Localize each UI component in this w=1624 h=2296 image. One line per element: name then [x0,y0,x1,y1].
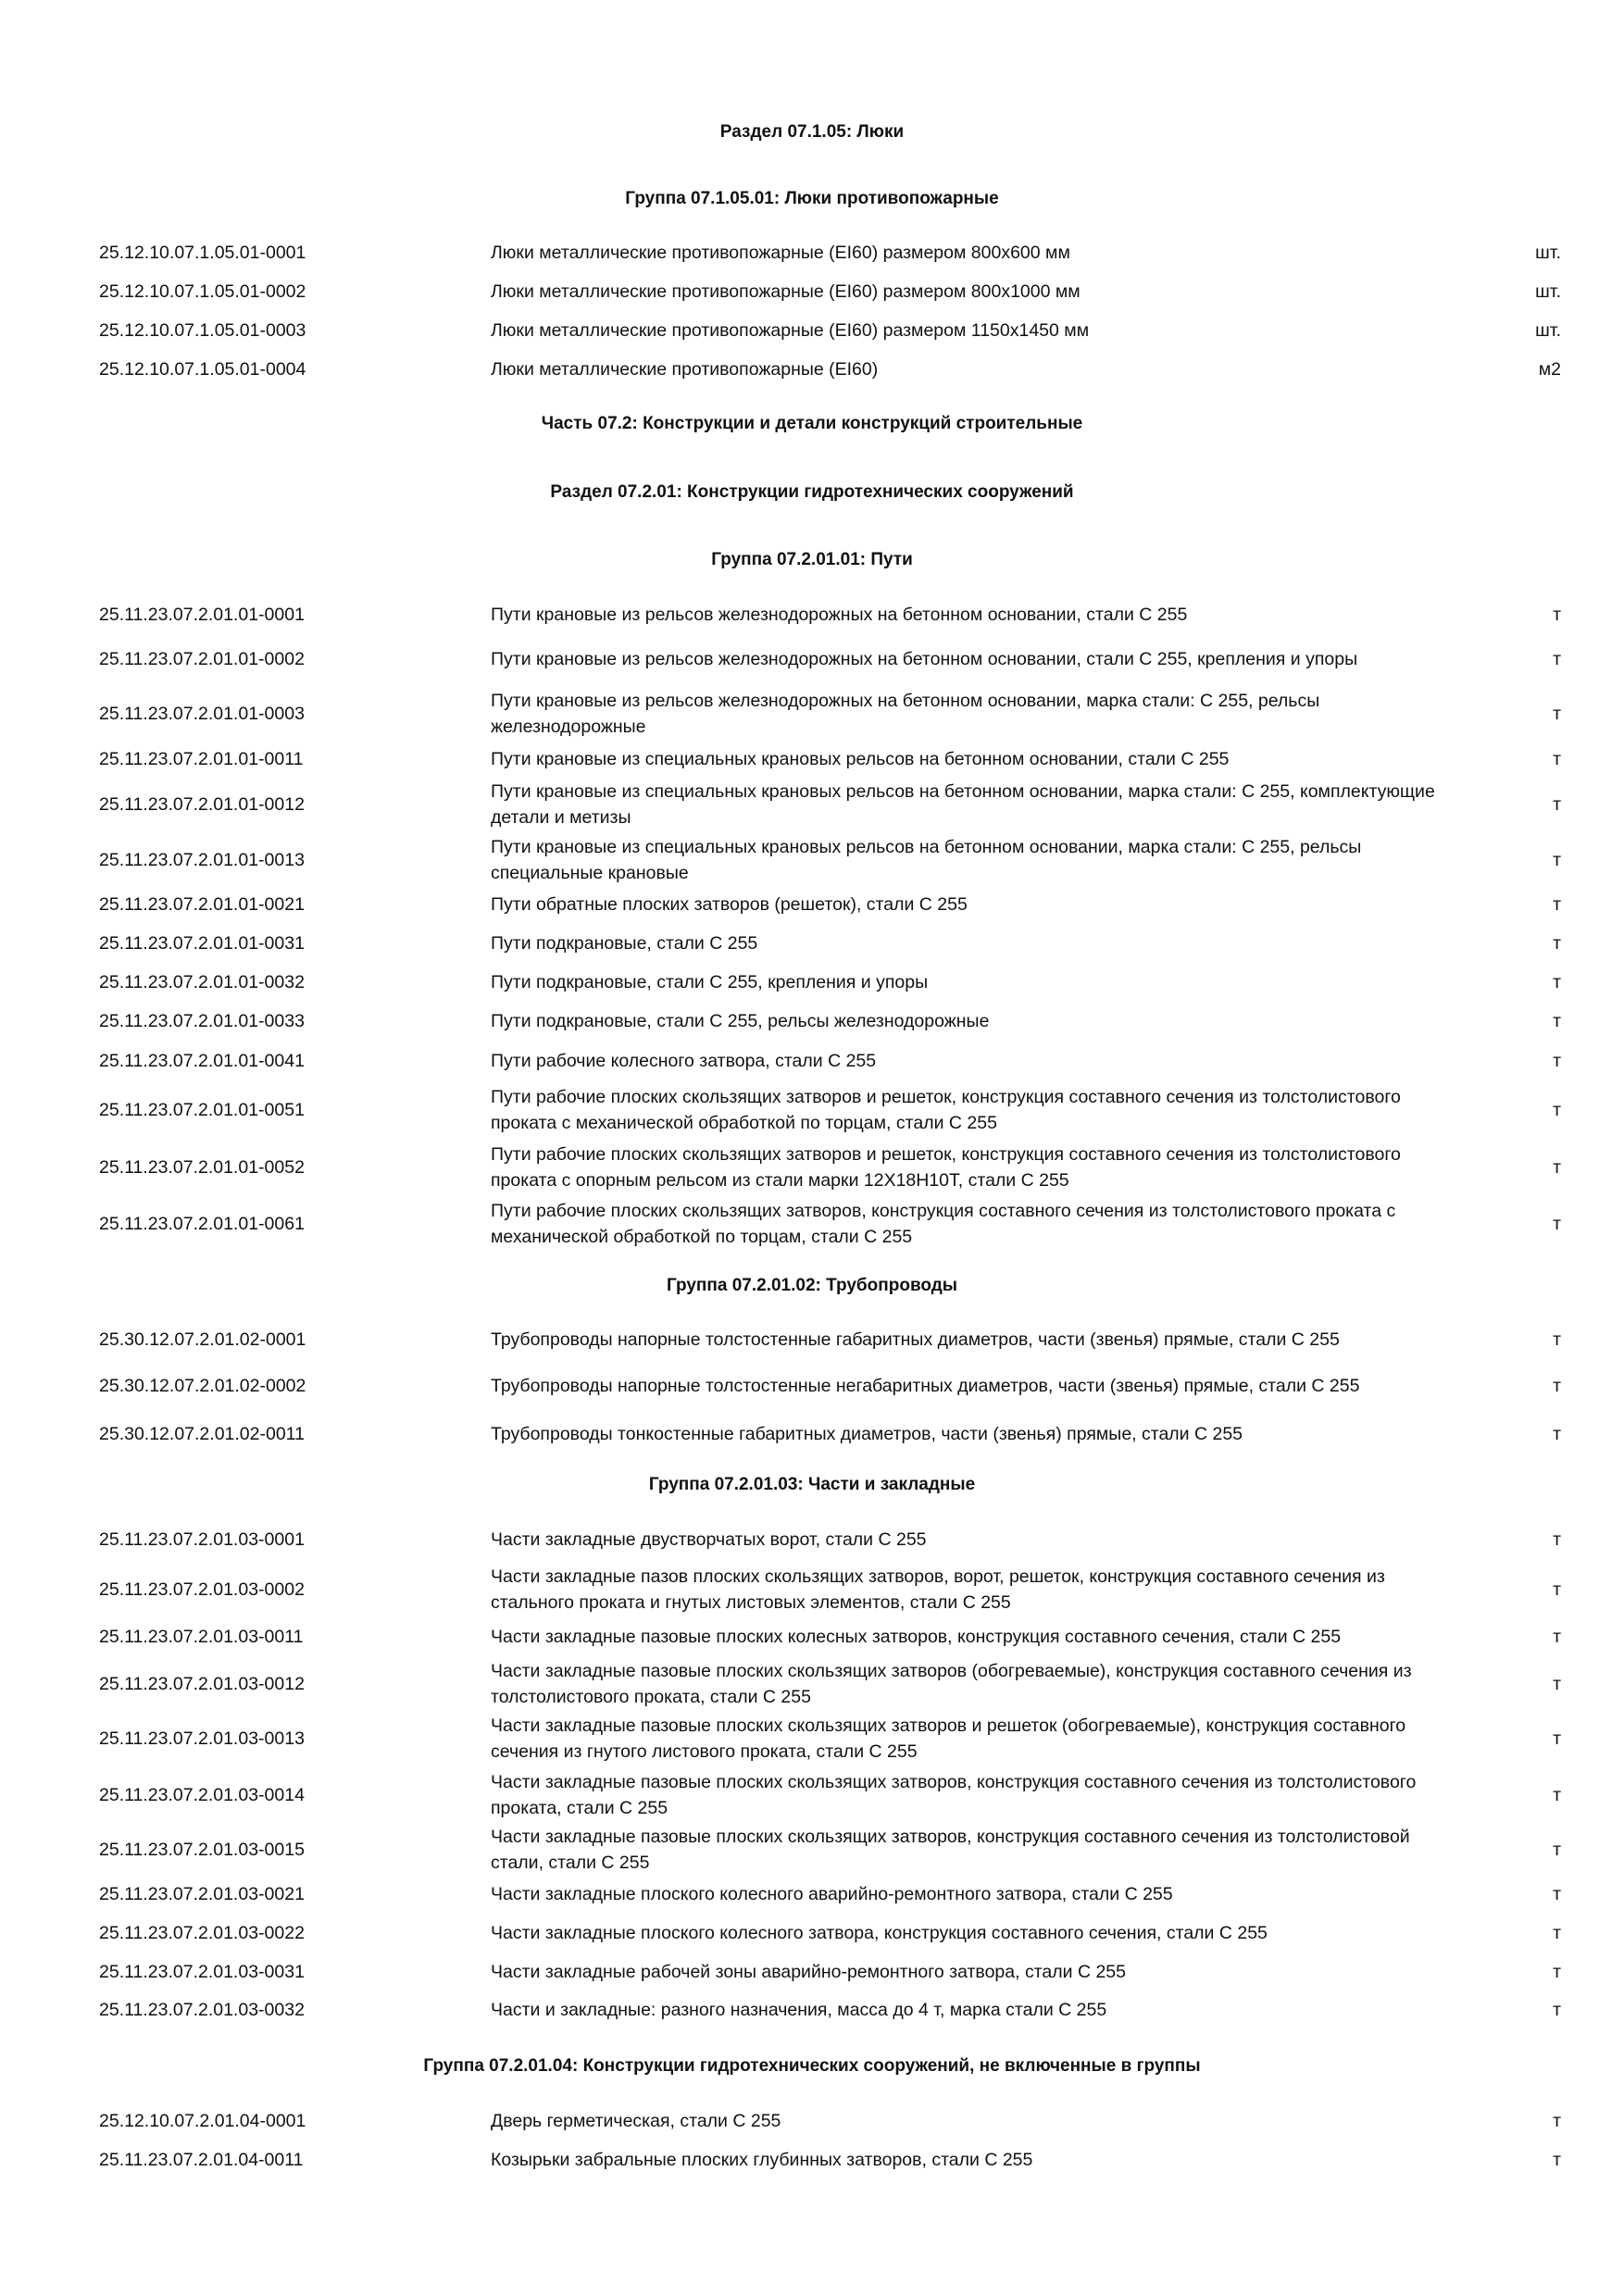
resource-code: 25.11.23.07.2.01.03-0022 [99,1923,305,1943]
resource-code: 25.11.23.07.2.01.01-0013 [99,850,305,870]
resource-name: Козырьки забральные плоских глубинных затворов, стали С 255 [491,2150,1033,2170]
resource-code: 25.11.23.07.2.01.01-0061 [99,1214,305,1234]
resource-name: Пути крановые из рельсов железнодорожных на бетонном основании, стали С 255, крепления и упоры [491,649,1358,669]
table-row [0,1769,1624,1821]
resource-code: 25.12.10.07.1.05.01-0002 [99,281,306,302]
resource-code: 25.30.12.07.2.01.02-0001 [99,1329,306,1350]
resource-name: Пути крановые из специальных крановых рельсов на бетонном основании, марка стали: С 255, комплектующие детали и метизы [491,781,1435,828]
resource-name: Части закладные пазовые плоских скользящих затворов, конструкция составного сечения из толстолистовой стали, стали С 255 [491,1827,1410,1873]
table-row [0,356,1624,382]
resource-name: Части закладные плоского колесного аварийно-ремонтного затвора, стали С 255 [491,1884,1173,1904]
table-row [0,1373,1624,1399]
unit-of-measure: т [1553,794,1561,815]
unit-of-measure: т [1553,850,1561,870]
resource-name: Части закладные пазовые плоских скользящих затворов (обогреваемые), конструкция составного сечения из толстолистового проката, стали С 255 [491,1661,1412,1707]
resource-code: 25.11.23.07.2.01.03-0002 [99,1579,305,1600]
resource-code: 25.11.23.07.2.01.01-0033 [99,1011,305,1031]
resource-code: 25.11.23.07.2.01.03-0031 [99,1962,305,1982]
resource-code: 25.11.23.07.2.01.03-0013 [99,1728,305,1749]
resource-name: Трубопроводы напорные толстостенные негабаритных диаметров, части (звенья) прямые, стали С 255 [491,1376,1360,1396]
resource-code: 25.12.10.07.1.05.01-0003 [99,320,306,341]
resource-name: Пути рабочие плоских скользящих затворов, конструкция составного сечения из толстолистового проката с механической обработкой по торцам, стали С 255 [491,1201,1396,1247]
unit-of-measure: м2 [1538,359,1561,380]
resource-name: Пути рабочие плоских скользящих затворов и решеток, конструкция составного сечения из толстолистового проката с опорным рельсом из стали марки 12Х18Н10Т, стали С 255 [491,1144,1401,1191]
table-row [0,279,1624,305]
table-row [0,1624,1624,1650]
resource-code: 25.30.12.07.2.01.02-0002 [99,1376,306,1396]
unit-of-measure: т [1553,1329,1561,1350]
resource-name: Части закладные пазов плоских скользящих затворов, ворот, решеток, конструкция составного сечения из стального проката и гнутых листовых элементов, стали С 255 [491,1566,1385,1613]
table-row [0,746,1624,772]
table-row [0,1997,1624,2023]
resource-code: 25.11.23.07.2.01.01-0021 [99,894,305,915]
unit-of-measure: т [1553,749,1561,769]
resource-code: 25.11.23.07.2.01.01-0001 [99,605,305,625]
table-row [0,1008,1624,1034]
section-heading: Часть 07.2: Конструкции и детали конструкций строительные [541,414,1083,433]
resource-code: 25.11.23.07.2.01.01-0051 [99,1100,305,1120]
resource-code: 25.11.23.07.2.01.01-0002 [99,649,305,669]
table-row [0,688,1624,740]
resource-name: Части закладные пазовые плоских колесных затворов, конструкция составного сечения, стали С 255 [491,1627,1342,1647]
unit-of-measure: т [1553,1923,1561,1943]
resource-name: Части закладные двустворчатых ворот, стали С 255 [491,1529,927,1550]
resource-name: Пути крановые из специальных крановых рельсов на бетонном основании, стали С 255 [491,749,1230,769]
unit-of-measure: т [1553,1376,1561,1396]
resource-code: 25.12.10.07.1.05.01-0001 [99,243,306,263]
unit-of-measure: т [1553,1529,1561,1550]
unit-of-measure: т [1553,1051,1561,1071]
resource-name: Части закладные рабочей зоны аварийно-ремонтного затвора, стали С 255 [491,1962,1126,1982]
resource-name: Люки металлические противопожарные (EI60) размером 800х600 мм [491,243,1070,263]
resource-name: Пути обратные плоских затворов (решеток), стали С 255 [491,894,968,915]
resource-code: 25.11.23.07.2.01.01-0003 [99,704,305,724]
unit-of-measure: т [1553,2150,1561,2170]
table-row [0,1881,1624,1907]
resource-code: 25.11.23.07.2.01.01-0012 [99,794,305,815]
unit-of-measure: шт. [1535,243,1561,263]
resource-code: 25.11.23.07.2.01.01-0011 [99,749,304,769]
table-row [0,1198,1624,1250]
resource-name: Люки металлические противопожарные (EI60) размером 1150х1450 мм [491,320,1090,341]
unit-of-measure: т [1553,649,1561,669]
resource-name: Трубопроводы тонкостенные габаритных диаметров, части (звенья) прямые, стали С 255 [491,1424,1243,1444]
resource-name: Пути крановые из рельсов железнодорожных на бетонном основании, стали С 255 [491,605,1188,625]
resource-code: 25.11.23.07.2.01.03-0001 [99,1529,305,1550]
section-heading: Группа 07.1.05.01: Люки противопожарные [625,189,999,208]
unit-of-measure: т [1553,1424,1561,1444]
resource-code: 25.11.23.07.2.01.03-0032 [99,2000,305,2020]
table-row [0,1713,1624,1765]
table-row [0,1048,1624,1074]
table-row [0,1421,1624,1447]
resource-name: Части и закладные: разного назначения, масса до 4 т, марка стали С 255 [491,2000,1107,2020]
resource-code: 25.11.23.07.2.01.03-0021 [99,1884,305,1904]
resource-code: 25.11.23.07.2.01.01-0041 [99,1051,305,1071]
unit-of-measure: т [1553,1962,1561,1982]
resource-code: 25.12.10.07.1.05.01-0004 [99,359,306,380]
resource-code: 25.11.23.07.2.01.01-0031 [99,933,305,954]
resource-name: Пути рабочие плоских скользящих затворов и решеток, конструкция составного сечения из толстолистового проката с механической обработкой по торцам, стали С 255 [491,1087,1401,1133]
table-row [0,1824,1624,1876]
table-row [0,602,1624,628]
table-row [0,2108,1624,2134]
resource-code: 25.11.23.07.2.01.01-0032 [99,972,305,992]
resource-name: Трубопроводы напорные толстостенные габаритных диаметров, части (звенья) прямые, стали С 255 [491,1329,1340,1350]
unit-of-measure: т [1553,1785,1561,1805]
unit-of-measure: т [1553,605,1561,625]
unit-of-measure: т [1553,1728,1561,1749]
unit-of-measure: т [1553,933,1561,954]
table-row [0,1327,1624,1353]
resource-code: 25.11.23.07.2.01.03-0015 [99,1840,305,1860]
resource-name: Пути рабочие колесного затвора, стали С 255 [491,1051,877,1071]
unit-of-measure: т [1553,2111,1561,2131]
unit-of-measure: т [1553,2000,1561,2020]
resource-name: Пути крановые из специальных крановых рельсов на бетонном основании, марка стали: С 255, рельсы специальные крановые [491,837,1362,883]
resource-code: 25.30.12.07.2.01.02-0011 [99,1424,305,1444]
unit-of-measure: т [1553,1157,1561,1178]
unit-of-measure: шт. [1535,320,1561,341]
resource-name: Дверь герметическая, стали С 255 [491,2111,781,2131]
section-heading: Раздел 07.2.01: Конструкции гидротехнических сооружений [550,482,1074,502]
unit-of-measure: т [1553,1011,1561,1031]
table-row [0,892,1624,917]
resource-code: 25.11.23.07.2.01.03-0014 [99,1785,305,1805]
resource-code: 25.11.23.07.2.01.03-0012 [99,1674,305,1694]
section-heading: Группа 07.2.01.04: Конструкции гидротехнических сооружений, не включенные в группы [423,2056,1201,2076]
unit-of-measure: т [1553,972,1561,992]
unit-of-measure: т [1553,1674,1561,1694]
resource-name: Части закладные пазовые плоских скользящих затворов и решеток (обогреваемые), конструкция составного сечения из гнутого листового проката, стали С 255 [491,1716,1406,1762]
section-heading: Группа 07.2.01.01: Пути [711,550,913,569]
table-row [0,1142,1624,1193]
resource-name: Люки металлические противопожарные (EI60) [491,359,879,380]
section-heading: Раздел 07.1.05: Люки [719,122,905,142]
table-row [0,834,1624,886]
unit-of-measure: т [1553,1627,1561,1647]
unit-of-measure: т [1553,894,1561,915]
table-row [0,969,1624,995]
resource-code: 25.11.23.07.2.01.04-0011 [99,2150,304,2170]
table-row [0,1959,1624,1985]
unit-of-measure: т [1553,1884,1561,1904]
table-row [0,646,1624,672]
table-row [0,318,1624,343]
table-row [0,1920,1624,1946]
table-row [0,779,1624,830]
unit-of-measure: т [1553,1840,1561,1860]
unit-of-measure: т [1553,1214,1561,1234]
resource-name: Пути подкрановые, стали С 255 [491,933,758,954]
unit-of-measure: шт. [1535,281,1561,302]
unit-of-measure: т [1553,704,1561,724]
table-row [0,930,1624,956]
table-row [0,1084,1624,1136]
resource-name: Пути крановые из рельсов железнодорожных на бетонном основании, марка стали: С 255, рельсы железнодорожные [491,691,1320,737]
unit-of-measure: т [1553,1579,1561,1600]
table-row [0,2147,1624,2173]
resource-name: Пути подкрановые, стали С 255, крепления и упоры [491,972,929,992]
resource-name: Части закладные пазовые плоских скользящих затворов, конструкция составного сечения из толстолистового проката, стали С 255 [491,1772,1417,1818]
resource-name: Пути подкрановые, стали С 255, рельсы железнодорожные [491,1011,990,1031]
table-row [0,240,1624,266]
resource-code: 25.12.10.07.2.01.04-0001 [99,2111,306,2131]
table-row [0,1564,1624,1616]
resource-name: Части закладные плоского колесного затвора, конструкция составного сечения, стали С 255 [491,1923,1268,1943]
resource-code: 25.11.23.07.2.01.03-0011 [99,1627,304,1647]
table-row [0,1658,1624,1710]
resource-name: Люки металлические противопожарные (EI60) размером 800х1000 мм [491,281,1081,302]
section-heading: Группа 07.2.01.02: Трубопроводы [666,1276,958,1295]
unit-of-measure: т [1553,1100,1561,1120]
resource-code: 25.11.23.07.2.01.01-0052 [99,1157,305,1178]
section-heading: Группа 07.2.01.03: Части и закладные [648,1475,976,1494]
table-row [0,1527,1624,1553]
